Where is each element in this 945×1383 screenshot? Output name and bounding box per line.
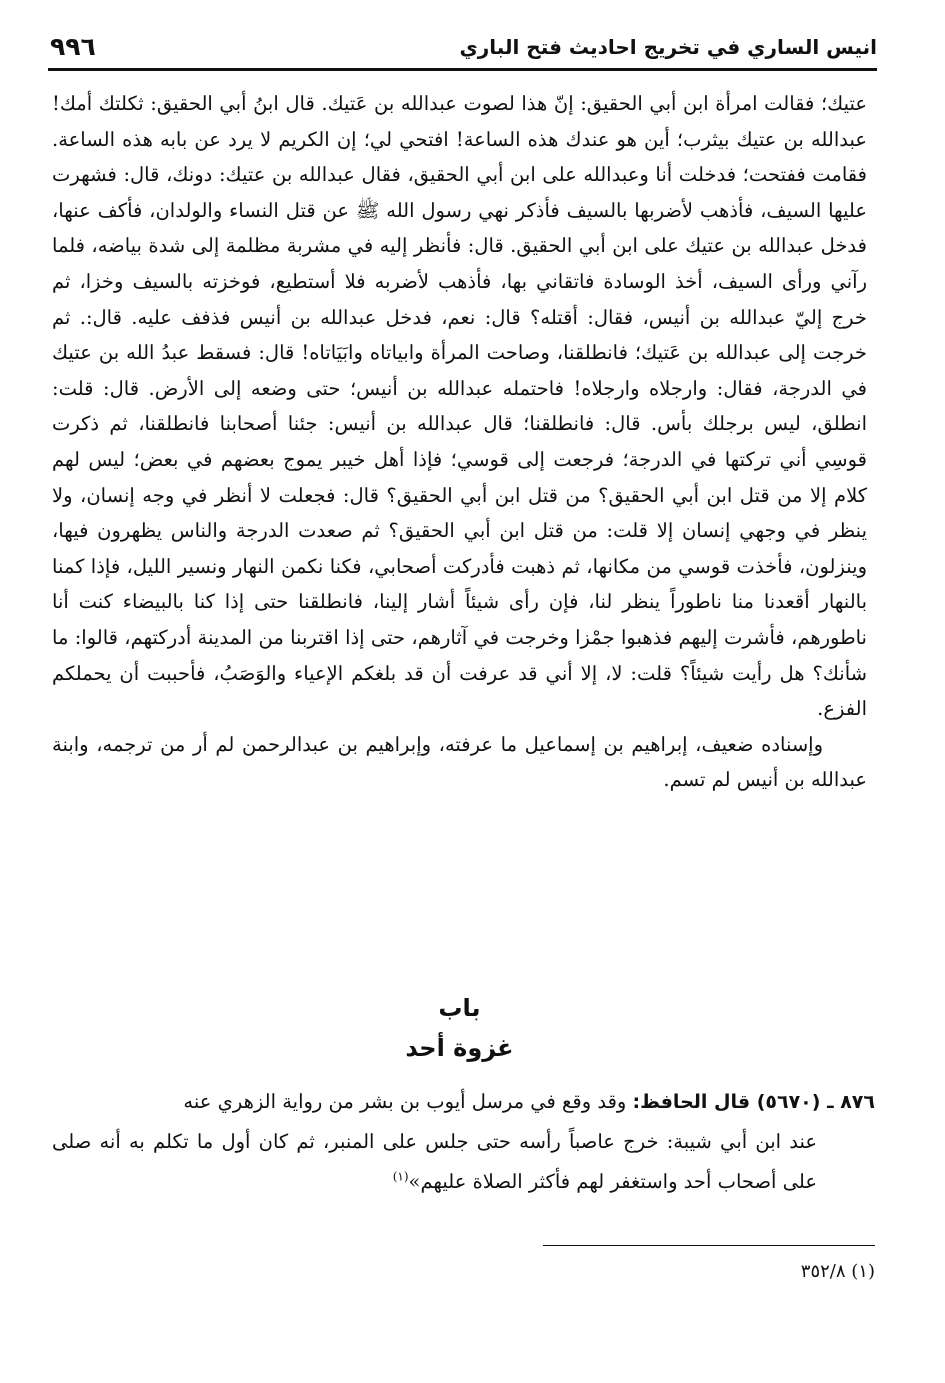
hadith-entry [52, 1082, 875, 1202]
footnote-reference: (١) [392, 1169, 409, 1184]
footnote: (١) ٣٥٢/٨ [800, 1261, 875, 1282]
entry-continuation-text: عند ابن أبي شيبة: خرج عاصباً رأسه حتى جلس على المنبر، ثم كان أول ما تكلم به أنه صلى على أصحاب أحد واستغفر لهم فأكثر الصلاة عليهم» [52, 1130, 817, 1193]
entry-first-line-text: وقد وقع في مرسل أيوب بن بشر من رواية الزهري عنه [183, 1090, 627, 1113]
running-title: انيس الساري في تخريج احاديث فتح الباري [459, 35, 877, 59]
narration-paragraph: عتيك؛ فقالت امرأة ابن أبي الحقيق: إنّ هذا لصوت عبدالله بن عَتيك. قال ابنُ أبي الحقيق: ثكلتك أمك! عبدالله بن عتيك بيثرب؛ أين هو عندك هذه الساعة! افتحي لي؛ إن الكريم لا يرد عن بابه هذه الساعة. فقامت ففتحت؛ فدخلت أنا وعبدالله على ابن أبي الحقيق، فقال عبدالله بن عتيك: دونك، قال: فشهرت عليها السيف، فأذهب لأضربها بالسيف فأذكر نهي رسول الله ﷺ عن قتل النساء والولدان، فأكف عنها، فدخل عبدالله بن عتيك على ابن أبي الحقيق. قال: فأنظر إليه في مشربة مظلمة إلى شدة بياضه، فلما رآني ورأى السيف، أخذ الوسادة فاتقاني بها، فأذهب لأضربه فلا أستطيع، فوخزته بالسيف وخزا، ثم خرج إليّ عبدالله بن أنيس، فقال: أقتله؟ قال: نعم، فدخل عبدالله بن أنيس فذفف عليه. قال:. ثم خرجت إلى عبدالله بن عَتيك؛ فانطلقنا، وصاحت المرأة وابياتاه وابَيَاتاه! قال: فسقط عبدُ الله بن عتيك في الدرجة، فقال: وارجلاه وارجلاه! فاحتمله عبدالله بن أنيس؛ حتى وضعه إلى الأرض. قال: قلت: انطلق، ليس برجلك بأس. قال: فانطلقنا؛ قال عبدالله بن أنيس: جئنا أصحابنا فانطلقنا، ثم ذكرت قوسِي أني تركتها في الدرجة؛ فرجعت إلى قوسي؛ فإذا أهل خيبر يموج بعضهم في بعض؛ ليس لهم كلام إلا من قتل ابن أبي الحقيق؟ من قتل ابن أبي الحقيق؟ قال: فجعلت لا أنظر في وجه إنسان، ولا ينظر في وجهي إنسان إلا قلت: من قتل ابن أبي الحقيق؟ ثم صعدت الدرجة والناس يظهرون فيها، وينزلون، فأخذت قوسي من مكانها، ثم ذهبت فأدركت أصحابي، فكنا نكمن النهار ونسير الليل، فإذا كمنا بالنهار أقعدنا منا ناطوراً ينظر لنا، فإن رأى شيئاً أشار إلينا، فانطلقنا حتى إذا كنا بالبيضاء كنت أنا ناطورهم، فأشرت إليهم فذهبوا جمْزا وخرجت في آثارهم، حتى إذا اقتربنا من المدينة أدركتهم، قالوا: ما شأنك؟ هل رأيت شيئاً؟ قلت: لا، إلا أني قد عرفت أن قد بلغكم الإعياء والوَصَبُ، فأحببت أن يحملكم الفزع. [52, 92, 867, 721]
chapter-label: باب [438, 994, 481, 1022]
entry-number-lead: ٨٧٦ ـ (٥٦٧٠) قال الحافظ: [632, 1091, 875, 1113]
header-rule [48, 68, 877, 71]
footnote-rule [543, 1245, 875, 1246]
page-number: ٩٩٦ [50, 32, 96, 61]
main-text [52, 86, 867, 798]
section-heading [52, 988, 867, 1068]
isnad-note-paragraph: وإسناده ضعيف، إبراهيم بن إسماعيل ما عرفته، وإبراهيم بن عبدالرحمن لم أر من ترجمه، وابنة عبدالله بن أنيس لم تسم. [52, 732, 867, 792]
chapter-title: غزوة أحد [405, 1034, 514, 1062]
page-header [50, 28, 877, 62]
entry-continuation [52, 1122, 875, 1202]
entry-first-line [52, 1082, 875, 1122]
